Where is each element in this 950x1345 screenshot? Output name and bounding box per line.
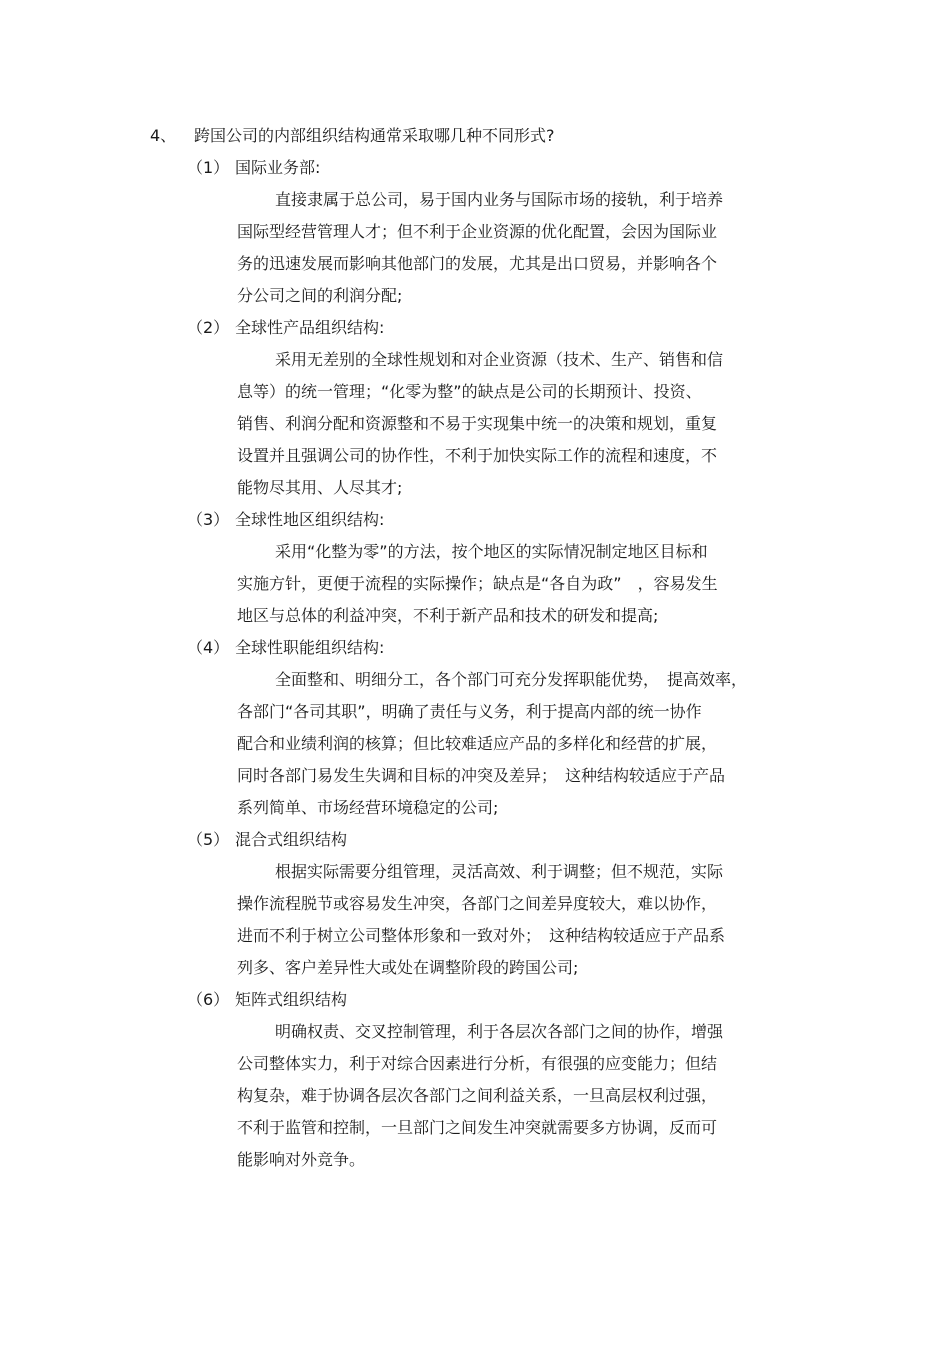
paragraph-line: 根据实际需要分组管理，灵活高效、利于调整；但不规范，实际 [275, 862, 724, 881]
section-number: （6） [187, 990, 230, 1009]
section-title: 国际业务部: [235, 158, 321, 177]
paragraph-line: 全面整和、明细分工，各个部门可充分发挥职能优势， 提高效率， [275, 670, 748, 689]
section-global-functional-structure [187, 636, 817, 828]
paragraph-line: 采用无差别的全球性规划和对企业资源（技术、生产、销售和信 [275, 350, 724, 369]
paragraph-line: 公司整体实力，利于对综合因素进行分析，有很强的应变能力；但结 [237, 1054, 718, 1073]
section-number: （2） [187, 318, 230, 337]
section-international-division [187, 156, 817, 316]
paragraph-line: 能影响对外竞争。 [237, 1150, 366, 1169]
section-title: 全球性产品组织结构: [235, 318, 385, 337]
paragraph-line: 设置并且强调公司的协作性，不利于加快实际工作的流程和速度，不 [237, 446, 718, 465]
section-heading [187, 156, 817, 180]
section-matrix-structure [187, 988, 817, 1180]
question-text: 跨国公司的内部组织结构通常采取哪几种不同形式? [194, 126, 555, 145]
paragraph-line: 各部门“各司其职”，明确了责任与义务，利于提高内部的统一协作 [237, 702, 702, 721]
section-title: 混合式组织结构 [235, 830, 348, 849]
paragraph-line: 息等）的统一管理；“化零为整”的缺点是公司的长期预计、投资、 [237, 382, 702, 401]
paragraph-line: 实施方针，更便于流程的实际操作；缺点是“各自为政” ，容易发生 [237, 574, 718, 593]
paragraph-line: 配合和业绩利润的核算；但比较难适应产品的多样化和经营的扩展， [237, 734, 718, 753]
section-title: 全球性地区组织结构: [235, 510, 385, 529]
paragraph-line: 地区与总体的利益冲突，不利于新产品和技术的研发和提高; [237, 606, 659, 625]
section-number: （1） [187, 158, 230, 177]
paragraph-line: 能物尽其用、人尽其才; [237, 478, 403, 497]
paragraph-line: 分公司之间的利润分配; [237, 286, 403, 305]
paragraph-line: 直接隶属于总公司，易于国内业务与国际市场的接轨，利于培养 [275, 190, 724, 209]
section-mixed-structure [187, 828, 817, 988]
paragraph-line: 操作流程脱节或容易发生冲突，各部门之间差异度较大，难以协作， [237, 894, 718, 913]
section-heading [187, 828, 817, 852]
section-global-regional-structure [187, 508, 817, 636]
paragraph-line: 不利于监管和控制，一旦部门之间发生冲突就需要多方协调，反而可 [237, 1118, 718, 1137]
paragraph-line: 构复杂，难于协调各层次各部门之间利益关系，一旦高层权利过强， [237, 1086, 718, 1105]
section-heading [187, 316, 817, 340]
section-heading [187, 988, 817, 1012]
section-number: （3） [187, 510, 230, 529]
section-global-product-structure [187, 316, 817, 508]
paragraph-line: 进而不利于树立公司整体形象和一致对外； 这种结构较适应于产品系 [237, 926, 726, 945]
paragraph-line: 列多、客户差异性大或处在调整阶段的跨国公司; [237, 958, 579, 977]
section-title: 矩阵式组织结构 [235, 990, 348, 1009]
paragraph-line: 系列简单、市场经营环境稳定的公司; [237, 798, 499, 817]
section-number: （5） [187, 830, 230, 849]
section-heading [187, 636, 817, 660]
paragraph-line: 销售、利润分配和资源整和不易于实现集中统一的决策和规划，重复 [237, 414, 718, 433]
section-heading [187, 508, 817, 532]
question-heading [150, 124, 555, 148]
paragraph-line: 同时各部门易发生失调和目标的冲突及差异； 这种结构较适应于产品 [237, 766, 726, 785]
section-number: （4） [187, 638, 230, 657]
paragraph-line: 明确权责、交叉控制管理，利于各层次各部门之间的协作，增强 [275, 1022, 724, 1041]
section-title: 全球性职能组织结构: [235, 638, 385, 657]
question-number: 4、 [150, 126, 177, 145]
paragraph-line: 采用“化整为零”的方法，按个地区的实际情况制定地区目标和 [275, 542, 708, 561]
paragraph-line: 务的迅速发展而影响其他部门的发展，尤其是出口贸易，并影响各个 [237, 254, 718, 273]
paragraph-line: 国际型经营管理人才；但不利于企业资源的优化配置，会因为国际业 [237, 222, 718, 241]
